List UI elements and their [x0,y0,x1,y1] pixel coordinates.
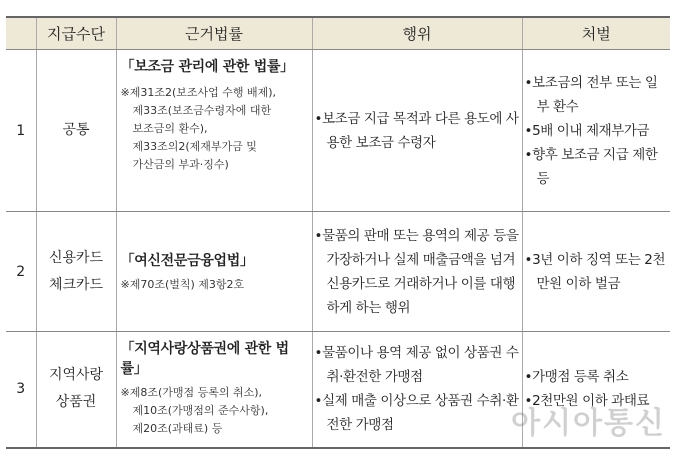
law-note-line: 제10조(가맹점의 준수사항), [132,404,269,417]
penalty-item: •5배 이내 제재부가금 [524,122,650,139]
action-cell [312,50,522,212]
law-notes [121,276,308,294]
table-row [6,50,670,212]
penalty-item: •2천만원 이하 과태료 [524,393,650,410]
law-notes [121,384,308,438]
row-number: 1 [6,50,36,212]
penalty-cell [522,332,670,448]
table-header-row [6,17,670,50]
law-notes [121,84,308,174]
action-cell [312,212,522,332]
law-title: 「보조금 관리에 관한 법률」 [120,59,294,75]
action-item: •물품의 판매 또는 용역의 제공 등을 가장하거나 실제 매출금액을 넘겨 신용카드로 거래하거나 이를 대행하게 하는 행위 [314,227,519,316]
payment-method-line: 지역사랑 [48,367,104,384]
header-number [6,17,36,50]
payment-method-line: 신용카드 [48,249,104,266]
payment-method-cell [36,332,116,448]
penalty-cell [522,212,670,332]
penalty-cell [522,50,670,212]
payment-method-line: 체크카드 [48,276,104,293]
law-note-line: 제33조의2(제재부가금 및 [132,140,257,153]
law-note-line: 제33조(보조금수령자에 대한 [132,104,272,117]
action-item: •보조금 지급 목적과 다른 용도에 사용한 보조금 수령자 [314,110,519,151]
header-payment-method: 지급수단 [36,17,116,50]
payment-method-line: 상품권 [55,394,97,411]
law-title: 「여신전문금융업법」 [120,252,254,269]
row-number: 2 [6,212,36,332]
legal-basis-cell [116,212,312,332]
watermark-logo: 아시아통신 [511,406,666,441]
payment-method-cell [36,50,116,212]
action-cell [312,332,522,448]
table-row [6,212,670,332]
row-number: 3 [6,332,36,448]
header-penalty: 처벌 [522,17,670,50]
penalty-item: •보조금의 전부 또는 일부 환수 [524,74,658,115]
legal-basis-cell [116,50,312,212]
payment-method-cell [36,212,116,332]
legal-basis-cell [116,332,312,448]
penalty-item: •향후 보조금 지급 제한 등 [524,146,658,187]
law-title: 「지역사랑상품권에 관한 법률」 [120,341,289,377]
payment-method-line: 공통 [62,122,90,138]
law-note-line: 제20조(과태료) 등 [132,422,223,435]
law-note-line: 가산금의 부과·징수) [132,158,229,171]
action-item: •실제 매출 이상으로 상품권 수취·환전한 가맹점 [314,393,519,434]
penalty-table [6,16,670,449]
law-note-line: ※제70조(벌칙) 제3항2호 [120,277,245,291]
header-legal-basis: 근거법률 [116,17,312,50]
law-note-line: ※제31조2(보조사업 수행 배제), [120,86,277,99]
penalty-item: •3년 이하 징역 또는 2천만원 이하 벌금 [524,251,666,292]
table-row [6,332,670,448]
header-action: 행위 [312,17,522,50]
law-note-line: 보조금의 환수), [132,122,208,135]
penalty-item: •가맹점 등록 취소 [524,369,629,386]
law-note-line: ※제8조(가맹점 등록의 취소), [120,386,263,399]
action-item: •물품이나 용역 제공 없이 상품권 수취·환전한 가맹점 [314,345,519,386]
